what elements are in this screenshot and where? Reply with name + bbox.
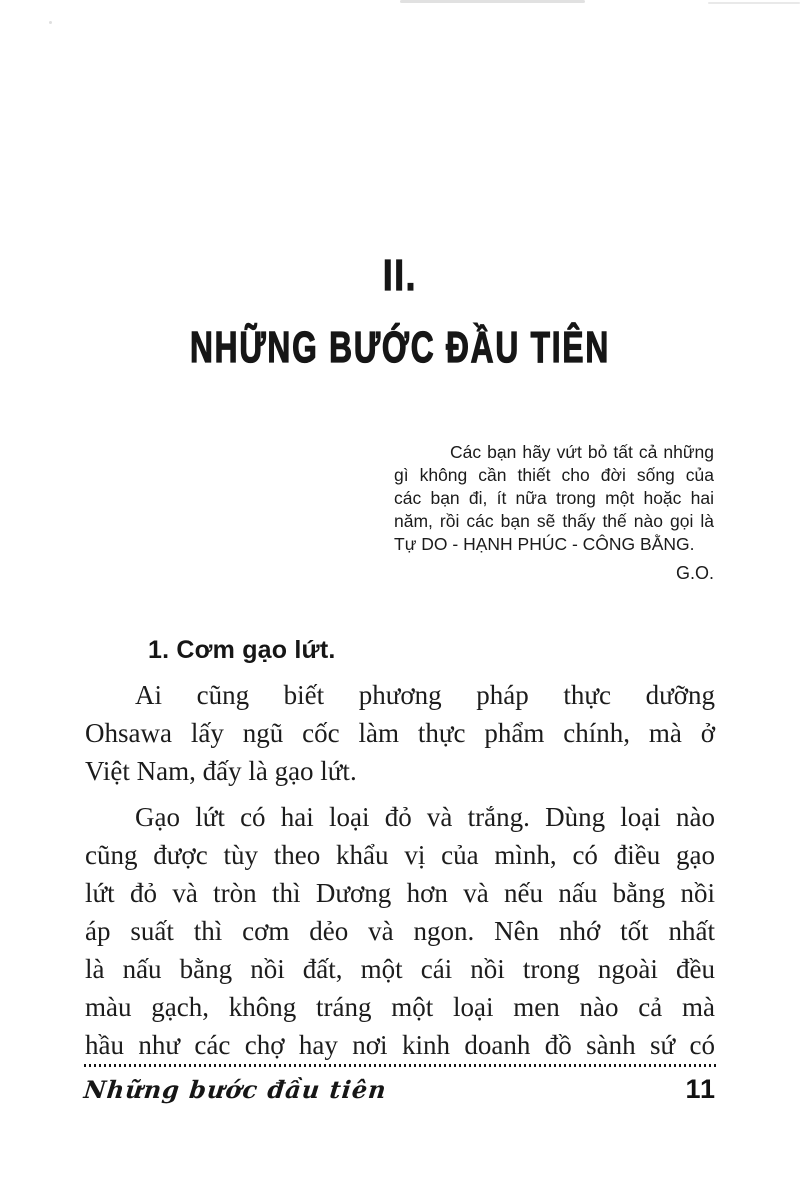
scan-artifact	[400, 0, 585, 3]
text-line: là nấu bằng nồi đất, một cái nồi trong ngoài đều	[85, 954, 715, 984]
text-line: hầu như các chợ hay nơi kinh doanh đồ sành sứ có	[85, 1030, 715, 1060]
page-footer	[84, 1074, 716, 1105]
chapter-number: II.	[382, 251, 418, 300]
section-heading: 1. Cơm gạo lứt.	[148, 636, 336, 664]
epigraph-quote	[394, 441, 714, 585]
chapter-title: NHỮNG BƯỚC ĐẦU TIÊN	[189, 323, 611, 372]
epigraph-line: các bạn đi, ít nữa trong một hoặc hai	[394, 488, 714, 508]
epigraph-line: Các bạn hãy vứt bỏ tất cả những	[450, 442, 714, 462]
text-line: màu gạch, không tráng một loại men nào cả mà	[85, 992, 715, 1022]
epigraph-attribution: G.O.	[675, 563, 714, 583]
text-line: áp suất thì cơm dẻo và ngon. Nên nhớ tốt nhất	[85, 916, 715, 946]
epigraph-line: gì không cần thiết cho đời sống của	[394, 465, 714, 485]
paragraph	[85, 676, 715, 790]
text-line: Ohsawa lấy ngũ cốc làm thực phẩm chính, mà ở	[85, 718, 715, 748]
footer-divider	[84, 1064, 716, 1067]
paragraph	[85, 798, 715, 1064]
text-line: Việt Nam, đấy là gạo lứt.	[85, 756, 357, 786]
text-line: Gạo lứt có hai loại đỏ và trắng. Dùng loại nào	[135, 802, 715, 832]
text-line: lứt đỏ và tròn thì Dương hơn và nếu nấu bằng nồi	[85, 878, 715, 908]
body-text	[85, 676, 715, 1064]
scan-artifact	[708, 2, 800, 4]
epigraph-line: Tự DO - HẠNH PHÚC - CÔNG BẰNG.	[394, 534, 695, 554]
text-line: Ai cũng biết phương pháp thực dưỡng	[135, 680, 715, 710]
running-title: Những bước đầu tiên	[82, 1075, 389, 1104]
epigraph-line: năm, rồi các bạn sẽ thấy thế nào gọi là	[394, 511, 714, 531]
text-line: cũng được tùy theo khẩu vị của mình, có điều gạo	[85, 840, 715, 870]
scan-artifact	[49, 21, 52, 24]
page-number: 11	[685, 1074, 716, 1104]
